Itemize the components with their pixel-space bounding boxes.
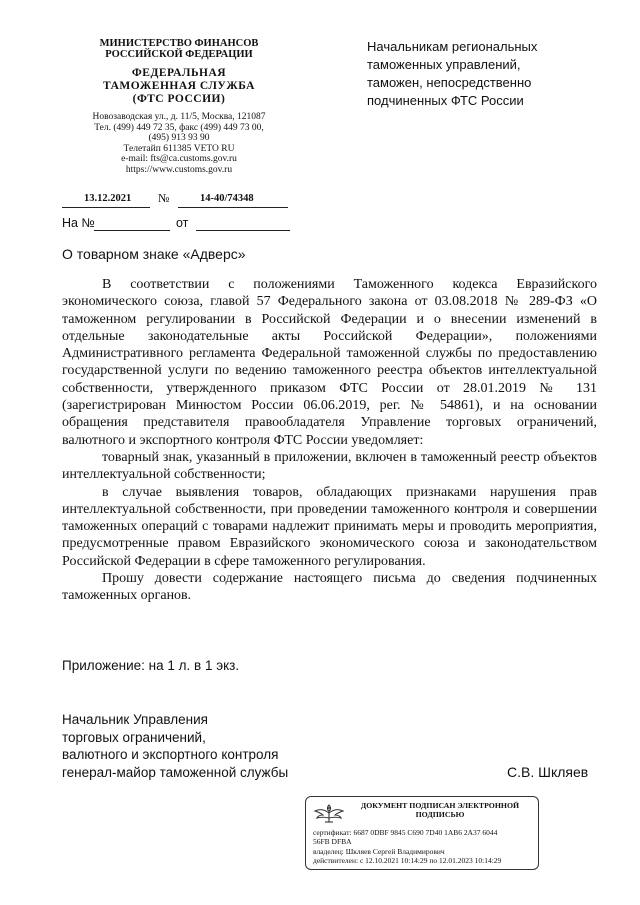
addressee-line-4: подчиненных ФТС России — [367, 93, 524, 108]
stamp-title-line-2: ПОДПИСЬЮ — [415, 810, 465, 820]
attachment-note: Приложение: на 1 л. в 1 экз. — [62, 658, 240, 673]
paragraph-3: в случае выявления товаров, обладающих признаками нарушения прав интеллектуальной собственности, при проведении таможенного контроля и совершении таможенных операций с товарами надлежит принимать меры и проводить мероприятия, предусмотренные правом Евразийского экономического союза и законодательством Российской Федерации в сфере таможенного регулирования. — [62, 484, 597, 569]
service-line-1: ФЕДЕРАЛЬНАЯ — [131, 67, 227, 79]
ministry-line-2: РОССИЙСКОЙ ФЕДЕРАЦИИ — [105, 49, 253, 60]
validity-line: действителен: с 12.10.2021 10:14:29 по 12.01.2023 10:14:29 — [313, 855, 502, 865]
number-sign: № — [158, 191, 170, 205]
electronic-signature-stamp — [305, 796, 539, 870]
number-value: 14-40/74348 — [200, 193, 254, 204]
ref-label: На № — [62, 216, 95, 230]
owner-line: владелец: Шкляев Сергей Владимирович — [313, 846, 445, 856]
stamp-title — [348, 801, 532, 820]
certificate-line-1: сертификат: 6687 0DBF 9845 C690 7D40 1AB6 2A37 6044 — [313, 828, 498, 837]
website-line: https://www.customs.gov.ru — [125, 164, 233, 175]
ministry-line-1: МИНИСТЕРСТВО ФИНАНСОВ — [99, 38, 259, 49]
address-line-3: (495) 913 93 90 — [148, 133, 210, 143]
addressee-line-1: Начальникам региональных — [367, 39, 538, 54]
date-field — [62, 192, 150, 208]
signatory-line-2: торговых ограничений, — [62, 729, 206, 745]
email-line: e-mail: fts@ca.customs.gov.ru — [121, 154, 237, 164]
addressee-block — [367, 38, 607, 110]
date-value: 13.12.2021 — [84, 193, 132, 204]
paragraph-2: товарный знак, указанный в приложении, включен в таможенный реестр объектов интеллектуальной собственности; — [62, 449, 597, 483]
service-line-3: (ФТС РОССИИ) — [132, 93, 226, 105]
letter-body — [62, 276, 597, 605]
number-field — [178, 192, 288, 208]
stamp-title-line-1: ДОКУМЕНТ ПОДПИСАН ЭЛЕКТРОННОЙ — [360, 801, 520, 810]
address-line-4: Телетайп 611385 VETO RU — [123, 143, 235, 154]
ref-date-field — [196, 217, 290, 231]
subject: О товарном знаке «Адверс» — [62, 246, 246, 262]
signatory-block — [62, 711, 288, 781]
addressee-line-2: таможенных управлений, — [367, 57, 521, 72]
address-line-2: Тел. (499) 449 72 35, факс (499) 449 73 00, — [94, 122, 264, 133]
signatory-line-3: валютного и экспортного контроля — [62, 747, 279, 762]
emblem-icon — [312, 801, 346, 825]
sender-block — [60, 38, 298, 175]
address-line-1: Новозаводская ул., д. 11/5, Москва, 121087 — [92, 112, 266, 122]
signatory-line-1: Начальник Управления — [62, 712, 208, 727]
stamp-details — [313, 828, 535, 865]
paragraph-4: Прошу довести содержание настоящего письма до сведения подчиненных таможенных органов. — [62, 571, 597, 604]
signatory-name: С.В. Шкляев — [507, 764, 589, 780]
addressee-line-3: таможен, непосредственно — [367, 75, 532, 90]
ref-from-label: от — [176, 216, 189, 230]
paragraph-1: В соответствии с положениями Таможенного кодекса Евразийского экономического союза, главой 57 Федерального закона от 03.08.2018 № 289-ФЗ «О таможенном регулировании в Российской Федерации и о внесении изменений в отдельные законодательные акты Российской Федерации», положениями Административного регламента Федеральной таможенной службы по предоставлению государственной услуги по ведению таможенного реестра объектов интеллектуальной собственности, утвержденного приказом ФТС России от 28.01.2019 № 131 (зарегистрирован Минюстом России 06.06.2019, рег. № 54861), и на основании обращения представителя правообладателя Управление торговых ограничений, валютного и экспортного контроля ФТС России уведомляет: — [62, 277, 597, 448]
ref-number-field — [94, 217, 170, 231]
signatory-line-4: генерал-майор таможенной службы — [62, 764, 289, 780]
service-line-2: ТАМОЖЕННАЯ СЛУЖБА — [103, 80, 255, 92]
certificate-line-2: 56FB DFBA — [313, 837, 352, 847]
